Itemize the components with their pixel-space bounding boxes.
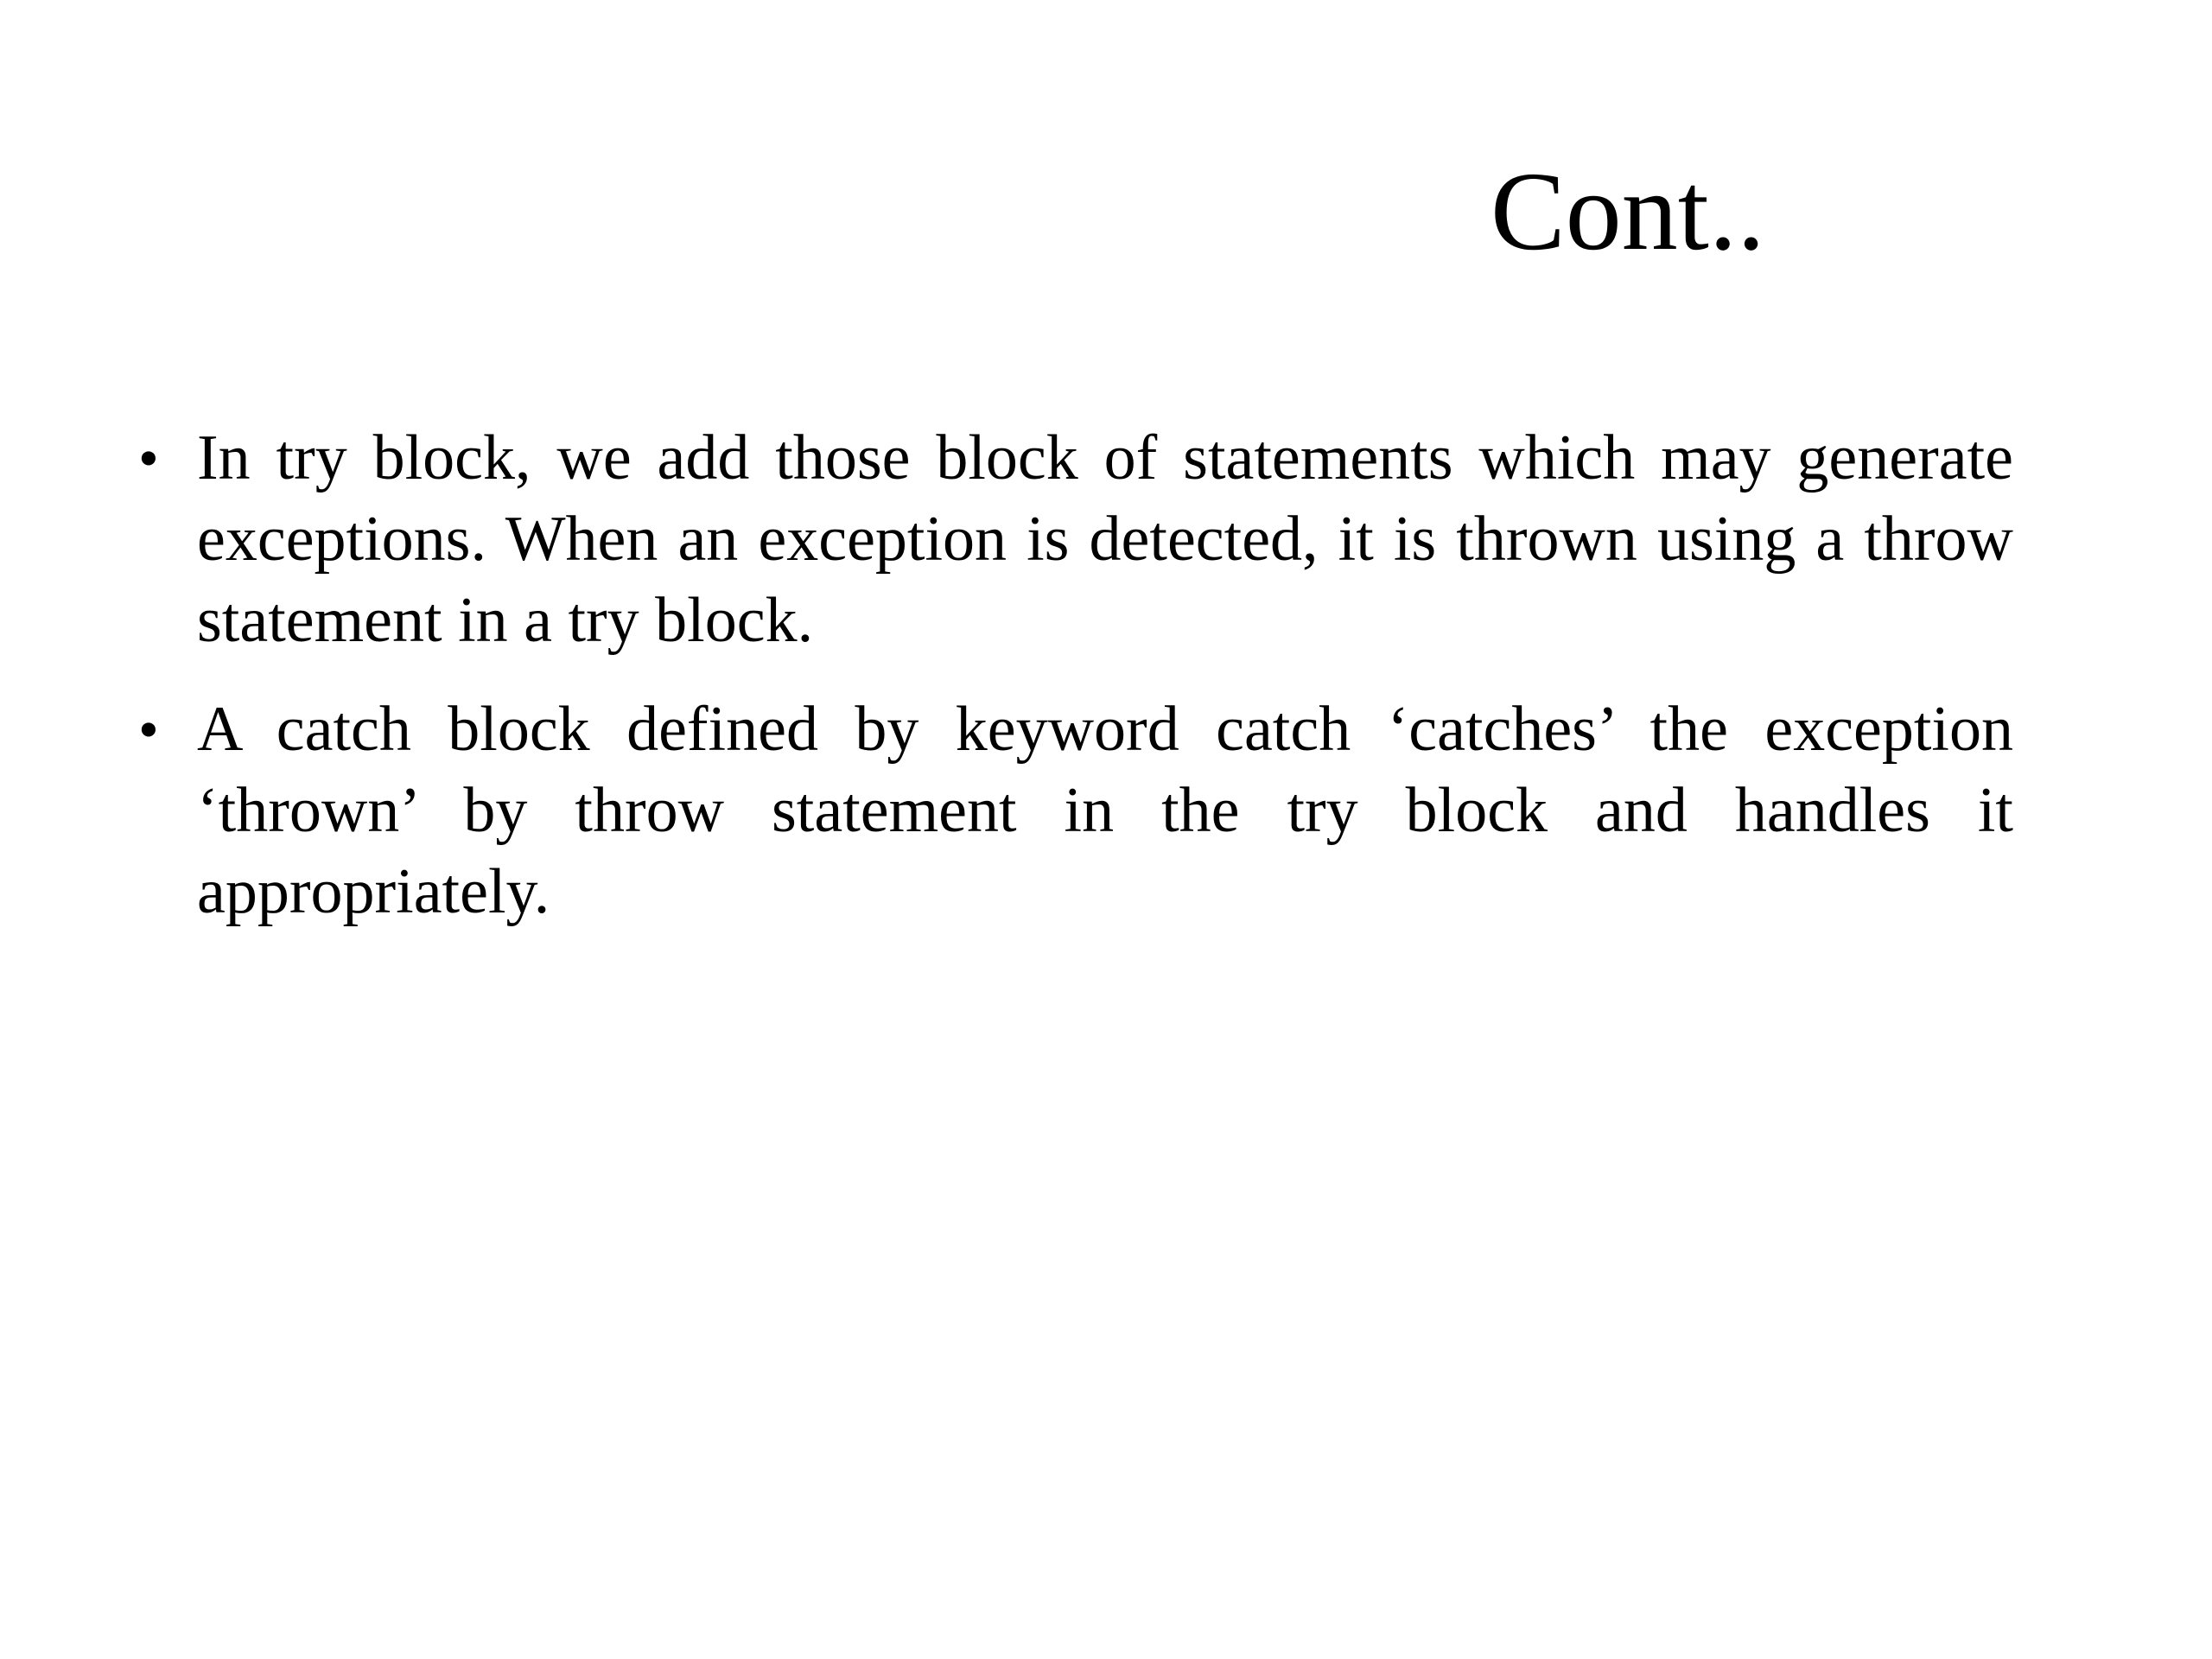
bullet-item xyxy=(138,689,2013,932)
bullet-item xyxy=(138,417,2013,661)
bullet-icon: • xyxy=(138,425,159,491)
bullet-icon: • xyxy=(138,696,159,762)
slide-title: Cont.. xyxy=(1491,149,1765,274)
bullet-text: In try block, we add those block of statements which may generate exceptions. When an exception is detected, it is thrown using a throw statement in a try block. xyxy=(197,423,2013,656)
bullet-list xyxy=(138,417,2013,960)
bullet-text: A catch block defined by keyword catch ‘catches’ the exception ‘thrown’ by throw statement in the try block and handles it appropriately. xyxy=(197,694,2013,927)
